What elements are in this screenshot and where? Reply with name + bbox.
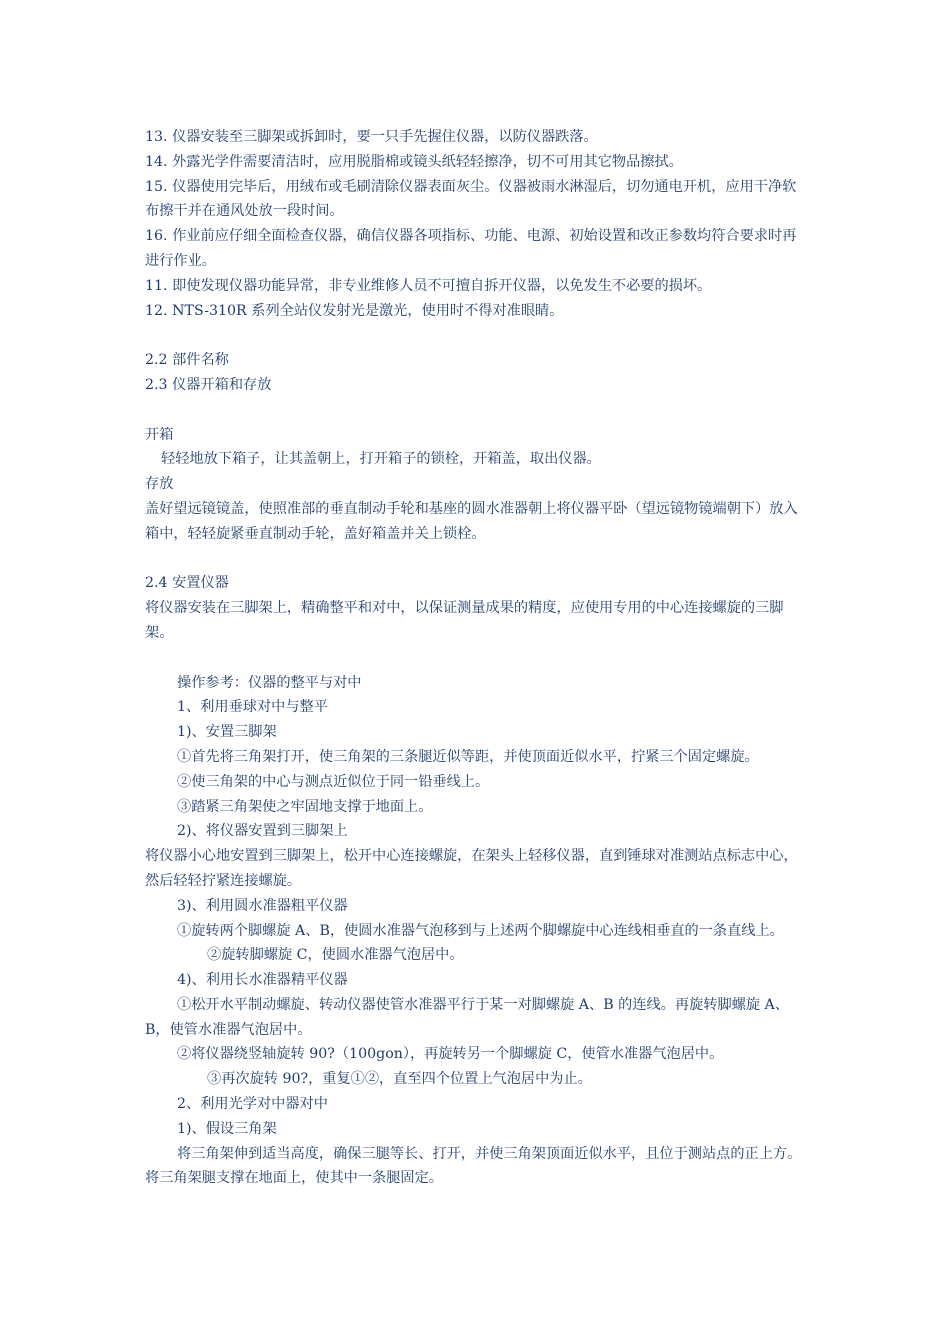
guide-title: 操作参考：仪器的整平与对中 [177, 674, 362, 691]
step-1-4-title: 4)、利用长水准器精平仪器 [177, 972, 348, 989]
note-item-14: 14. 外露光学件需要清洁时，应用脱脂棉或镜头纸轻轻擦净，切不可用其它物品擦拭。 [145, 153, 683, 170]
document-page [145, 125, 810, 1191]
step-1-4-c: ③再次旋转 90?，重复①②，直至四个位置上气泡居中为止。 [207, 1071, 592, 1088]
section-heading-2-2: 2.2 部件名称 [145, 352, 229, 369]
spacer [145, 547, 810, 572]
step-1-3-b: ②旋转脚螺旋 C，使圆水准器气泡居中。 [207, 947, 464, 964]
step-2-1-text: 将三角架伸到适当高度，确保三腿等长、打开，并使三角架顶面近似水平，且位于测站点的正上方。将三角架腿支撑在地面上，使其中一条腿固定。 [145, 1145, 802, 1187]
step-1-2-text: 将仪器小心地安置到三脚架上，松开中心连接螺旋，在架头上轻移仪器，直到锤球对准测站点标志中心，然后轻轻拧紧连接螺旋。 [145, 848, 798, 889]
step-1-2-title: 2)、将仪器安置到三脚架上 [177, 823, 348, 840]
spacer [145, 398, 810, 423]
section-heading-2-3: 2.3 仪器开箱和存放 [145, 376, 272, 393]
storage-text: 盖好望远镜镜盖，使照准部的垂直制动手轮和基座的圆水准器朝上将仪器平卧（望远镜物镜端朝下）放入箱中，轻轻旋紧垂直制动手轮，盖好箱盖并关上锁栓。 [145, 500, 798, 542]
note-item-13: 13. 仪器安装至三脚架或拆卸时，要一只手先握住仪器，以防仪器跌落。 [145, 129, 598, 145]
step-1-4-a: ①松开水平制动螺旋、转动仪器使管水准器平行于某一对脚螺旋 A、B 的连线。再旋转脚螺旋 A、B，使管水准器气泡居中。 [145, 996, 789, 1038]
note-item-16: 16. 作业前应仔细全面检查仪器，确信仪器各项指标、功能、电源、初始设置和改正参数均符合要求时再进行作业。 [145, 228, 797, 269]
section-heading-2-4: 2.4 安置仪器 [145, 575, 229, 592]
open-box-title: 开箱 [145, 426, 174, 443]
step-1-3-a: ①旋转两个脚螺旋 A、B，使圆水准器气泡移到与上述两个脚螺旋中心连线相垂直的一条直线上。 [177, 922, 784, 939]
storage-title: 存放 [145, 476, 174, 493]
note-item-15: 15. 仪器使用完毕后，用绒布或毛刷清除仪器表面灰尘。仪器被雨水淋湿后，切勿通电开机，应用干净软布擦干并在通风处放一段时间。 [145, 178, 797, 220]
step-1-3-title: 3)、利用圆水准器粗平仪器 [177, 897, 348, 914]
setup-text: 将仪器安装在三脚架上，精确整平和对中，以保证测量成果的精度，应使用专用的中心连接螺旋的三脚架。 [145, 600, 784, 641]
method-2-title: 2、利用光学对中器对中 [177, 1096, 328, 1113]
method-1-title: 1、利用垂球对中与整平 [177, 699, 328, 716]
spacer [145, 323, 810, 348]
note-item-11: 11. 即使发现仪器功能异常，非专业维修人员不可擅自拆开仪器，以免发生不必要的损坏。 [145, 277, 712, 294]
open-box-text: 轻轻地放下箱子，让其盖朝上，打开箱子的锁栓，开箱盖，取出仪器。 [161, 451, 601, 468]
step-1-1-title: 1)、安置三脚架 [177, 724, 277, 741]
step-1-1-c: ③踏紧三角架使之牢固地支撑于地面上。 [177, 798, 433, 815]
spacer [145, 646, 810, 671]
step-1-1-b: ②使三角架的中心与测点近似位于同一铅垂线上。 [177, 773, 490, 790]
note-item-12: 12. NTS-310R 系列全站仪发射光是激光，使用时不得对准眼睛。 [145, 302, 564, 319]
step-2-1-title: 1)、假设三角架 [177, 1120, 277, 1137]
step-1-1-a: ①首先将三角架打开，使三角架的三条腿近似等距，并使顶面近似水平，拧紧三个固定螺旋。 [177, 748, 759, 765]
step-1-4-b: ②将仪器绕竖轴旋转 90?（100gon），再旋转另一个脚螺旋 C，使管水准器气泡居中。 [177, 1046, 724, 1063]
